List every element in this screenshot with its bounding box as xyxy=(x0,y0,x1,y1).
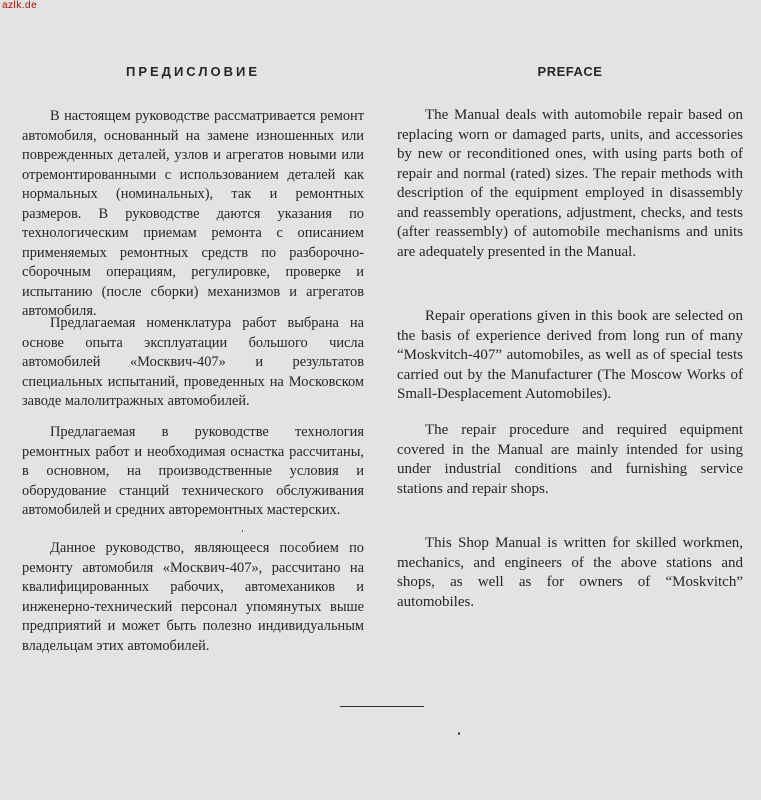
russian-paragraph-4: Данное руководство, являющееся пособием по ремонту автомобиля «Москвич-407», рассчитано на квалифицированных рабочих, автомехаников и инженерно-технический персонал упомянутых выше предприятий и может быть полезно индивидуальным владельцам этих автомобилей. xyxy=(22,540,364,654)
print-speck xyxy=(458,732,460,735)
english-paragraph-4: This Shop Manual is written for skilled workmen, mechanics, and engineers of the above stations and shops, as well as for owners of “Moskvitch” automobiles. xyxy=(397,535,743,610)
print-speck xyxy=(242,530,243,532)
english-paragraph-3: The repair procedure and required equipment covered in the Manual are mainly intended for using under industrial conditions and furnishing service stations and repair shops. xyxy=(397,422,743,497)
section-divider xyxy=(340,706,424,707)
english-heading: PREFACE xyxy=(537,64,603,79)
watermark: azlk.de xyxy=(2,0,38,11)
russian-heading: ПРЕДИСЛОВИЕ xyxy=(126,64,260,79)
russian-paragraph-1: В настоящем руководстве рассматривается ремонт автомобиля, основанный на замене изношенных или поврежденных деталей, узлов и агрегатов новыми или отремонтированными с использованием деталей как нормальных (номинальных), так и ремонтных размеров. В руководстве даются указания по технологическим приемам ремонта с описанием применяемых ремонтных средств по разборочно-сборочным операциям, регулировке, проверке и испытанию (после сборки) механизмов и агрегатов автомобиля. xyxy=(22,108,364,319)
russian-paragraph-3: Предлагаемая в руководстве технология ремонтных работ и необходимая оснастка рассчитаны, в основном, на производственные условия и оборудование станций технического обслуживания автомобилей и средних авторемонтных мастерских. xyxy=(22,424,364,518)
english-paragraph-2: Repair operations given in this book are selected on the basis of experience derived from long run of many “Moskvitch-407” automobiles, as well as of special tests carried out by the Manufacturer (The Moscow Works of Small-Desplacement Automobiles). xyxy=(397,308,743,402)
russian-paragraph-2: Предлагаемая номенклатура работ выбрана на основе опыта эксплуатации большого числа автомобилей «Москвич-407» и результатов специальных испытаний, проведенных на Московском заводе малолитражных автомобилей. xyxy=(22,315,364,409)
english-paragraph-1: The Manual deals with automobile repair based on replacing worn or damaged parts, units, and accessories by new or reconditioned ones, with using parts both of repair and normal (rated) sizes. The repair methods with description of the equipment employed in disassembly and reassembly operations, adjustment, checks, and tests (after reassembly) of automobile mechanisms and units are adequately presented in the Manual. xyxy=(397,107,743,260)
